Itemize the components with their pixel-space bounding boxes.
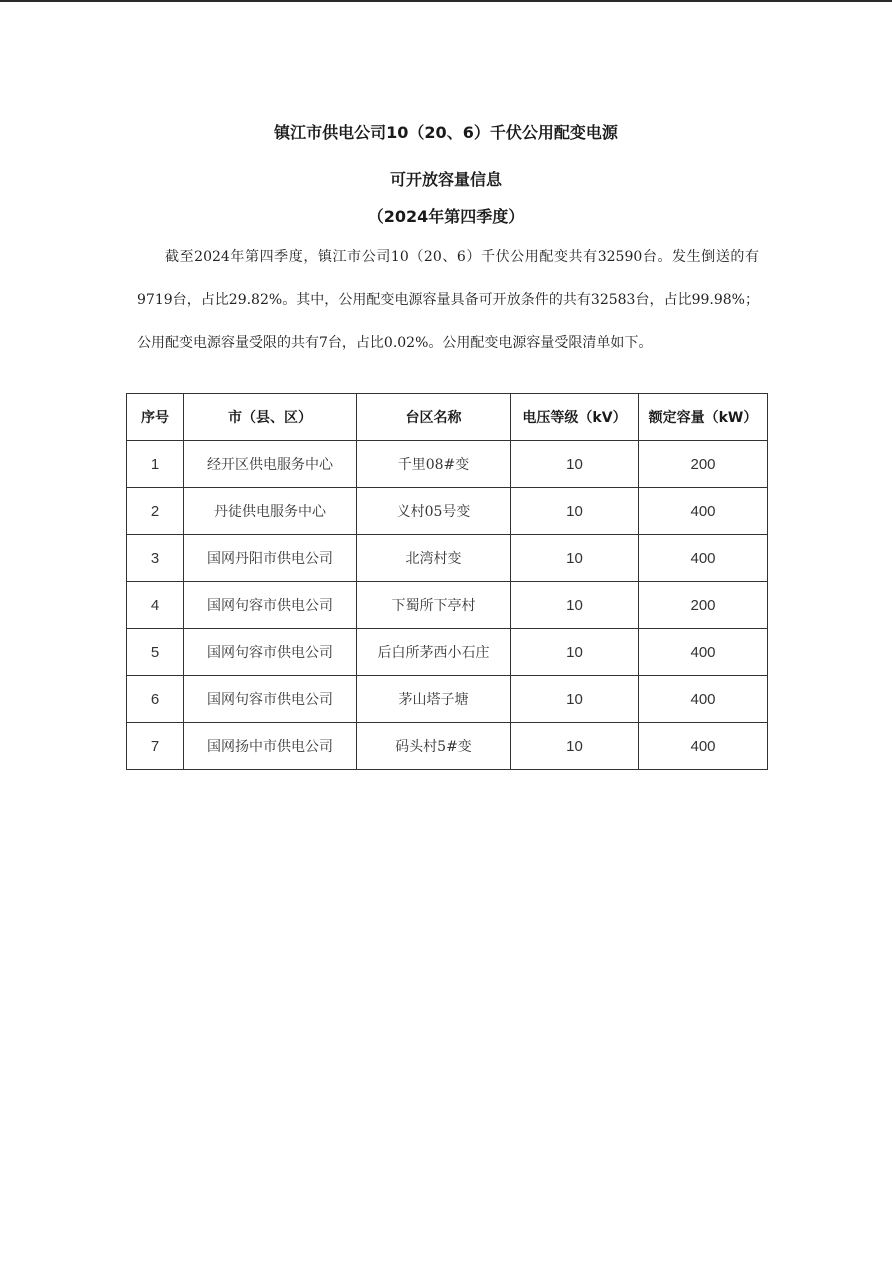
cell-district: 经开区供电服务中心	[184, 441, 357, 488]
cell-voltage: 10	[511, 535, 639, 582]
cell-index: 2	[127, 488, 184, 535]
cell-capacity: 400	[639, 723, 768, 770]
cell-district: 国网句容市供电公司	[184, 629, 357, 676]
header-rated-capacity: 额定容量（kW）	[639, 394, 768, 441]
cell-station-name: 下蜀所下亭村	[357, 582, 511, 629]
document-title-line-1: 镇江市供电公司10（20、6）千伏公用配变电源	[274, 123, 618, 142]
summary-paragraph: 截至2024年第四季度，镇江市公司10（20、6）千伏公用配变共有32590台。发生倒送的有9719台，占比29.82%。其中，公用配变电源容量具备可开放条件的共有32583台，占比99.98%；公用配变电源容量受限的共有7台，占比0.02%。公用配变电源容量受限清单如下。	[137, 249, 759, 351]
restricted-capacity-table	[126, 393, 768, 770]
cell-index: 1	[127, 441, 184, 488]
table-header-row	[127, 394, 768, 441]
cell-index: 4	[127, 582, 184, 629]
cell-station-name: 义村05号变	[357, 488, 511, 535]
cell-station-name: 后白所茅西小石庄	[357, 629, 511, 676]
cell-capacity: 400	[639, 629, 768, 676]
document-title-line-3: （2024年第四季度）	[367, 207, 525, 226]
cell-district: 国网丹阳市供电公司	[184, 535, 357, 582]
cell-voltage: 10	[511, 676, 639, 723]
table-row	[127, 488, 768, 535]
header-voltage-level: 电压等级（kV）	[511, 394, 639, 441]
cell-capacity: 400	[639, 676, 768, 723]
cell-voltage: 10	[511, 488, 639, 535]
cell-district: 国网句容市供电公司	[184, 582, 357, 629]
header-index: 序号	[127, 394, 184, 441]
cell-index: 7	[127, 723, 184, 770]
cell-district: 国网句容市供电公司	[184, 676, 357, 723]
cell-index: 3	[127, 535, 184, 582]
header-district: 市（县、区）	[184, 394, 357, 441]
cell-district: 国网扬中市供电公司	[184, 723, 357, 770]
cell-index: 6	[127, 676, 184, 723]
table-row	[127, 441, 768, 488]
cell-station-name: 码头村5#变	[357, 723, 511, 770]
table-row	[127, 629, 768, 676]
cell-capacity: 200	[639, 582, 768, 629]
table-row	[127, 535, 768, 582]
cell-voltage: 10	[511, 723, 639, 770]
document-title-line-2: 可开放容量信息	[389, 170, 502, 189]
cell-district: 丹徒供电服务中心	[184, 488, 357, 535]
header-station-name: 台区名称	[357, 394, 511, 441]
cell-capacity: 400	[639, 488, 768, 535]
cell-station-name: 北湾村变	[357, 535, 511, 582]
cell-capacity: 400	[639, 535, 768, 582]
cell-index: 5	[127, 629, 184, 676]
cell-voltage: 10	[511, 441, 639, 488]
cell-station-name: 茅山塔子塘	[357, 676, 511, 723]
table-row	[127, 676, 768, 723]
cell-station-name: 千里08#变	[357, 441, 511, 488]
cell-voltage: 10	[511, 629, 639, 676]
table-row	[127, 582, 768, 629]
cell-voltage: 10	[511, 582, 639, 629]
table-row	[127, 723, 768, 770]
cell-capacity: 200	[639, 441, 768, 488]
